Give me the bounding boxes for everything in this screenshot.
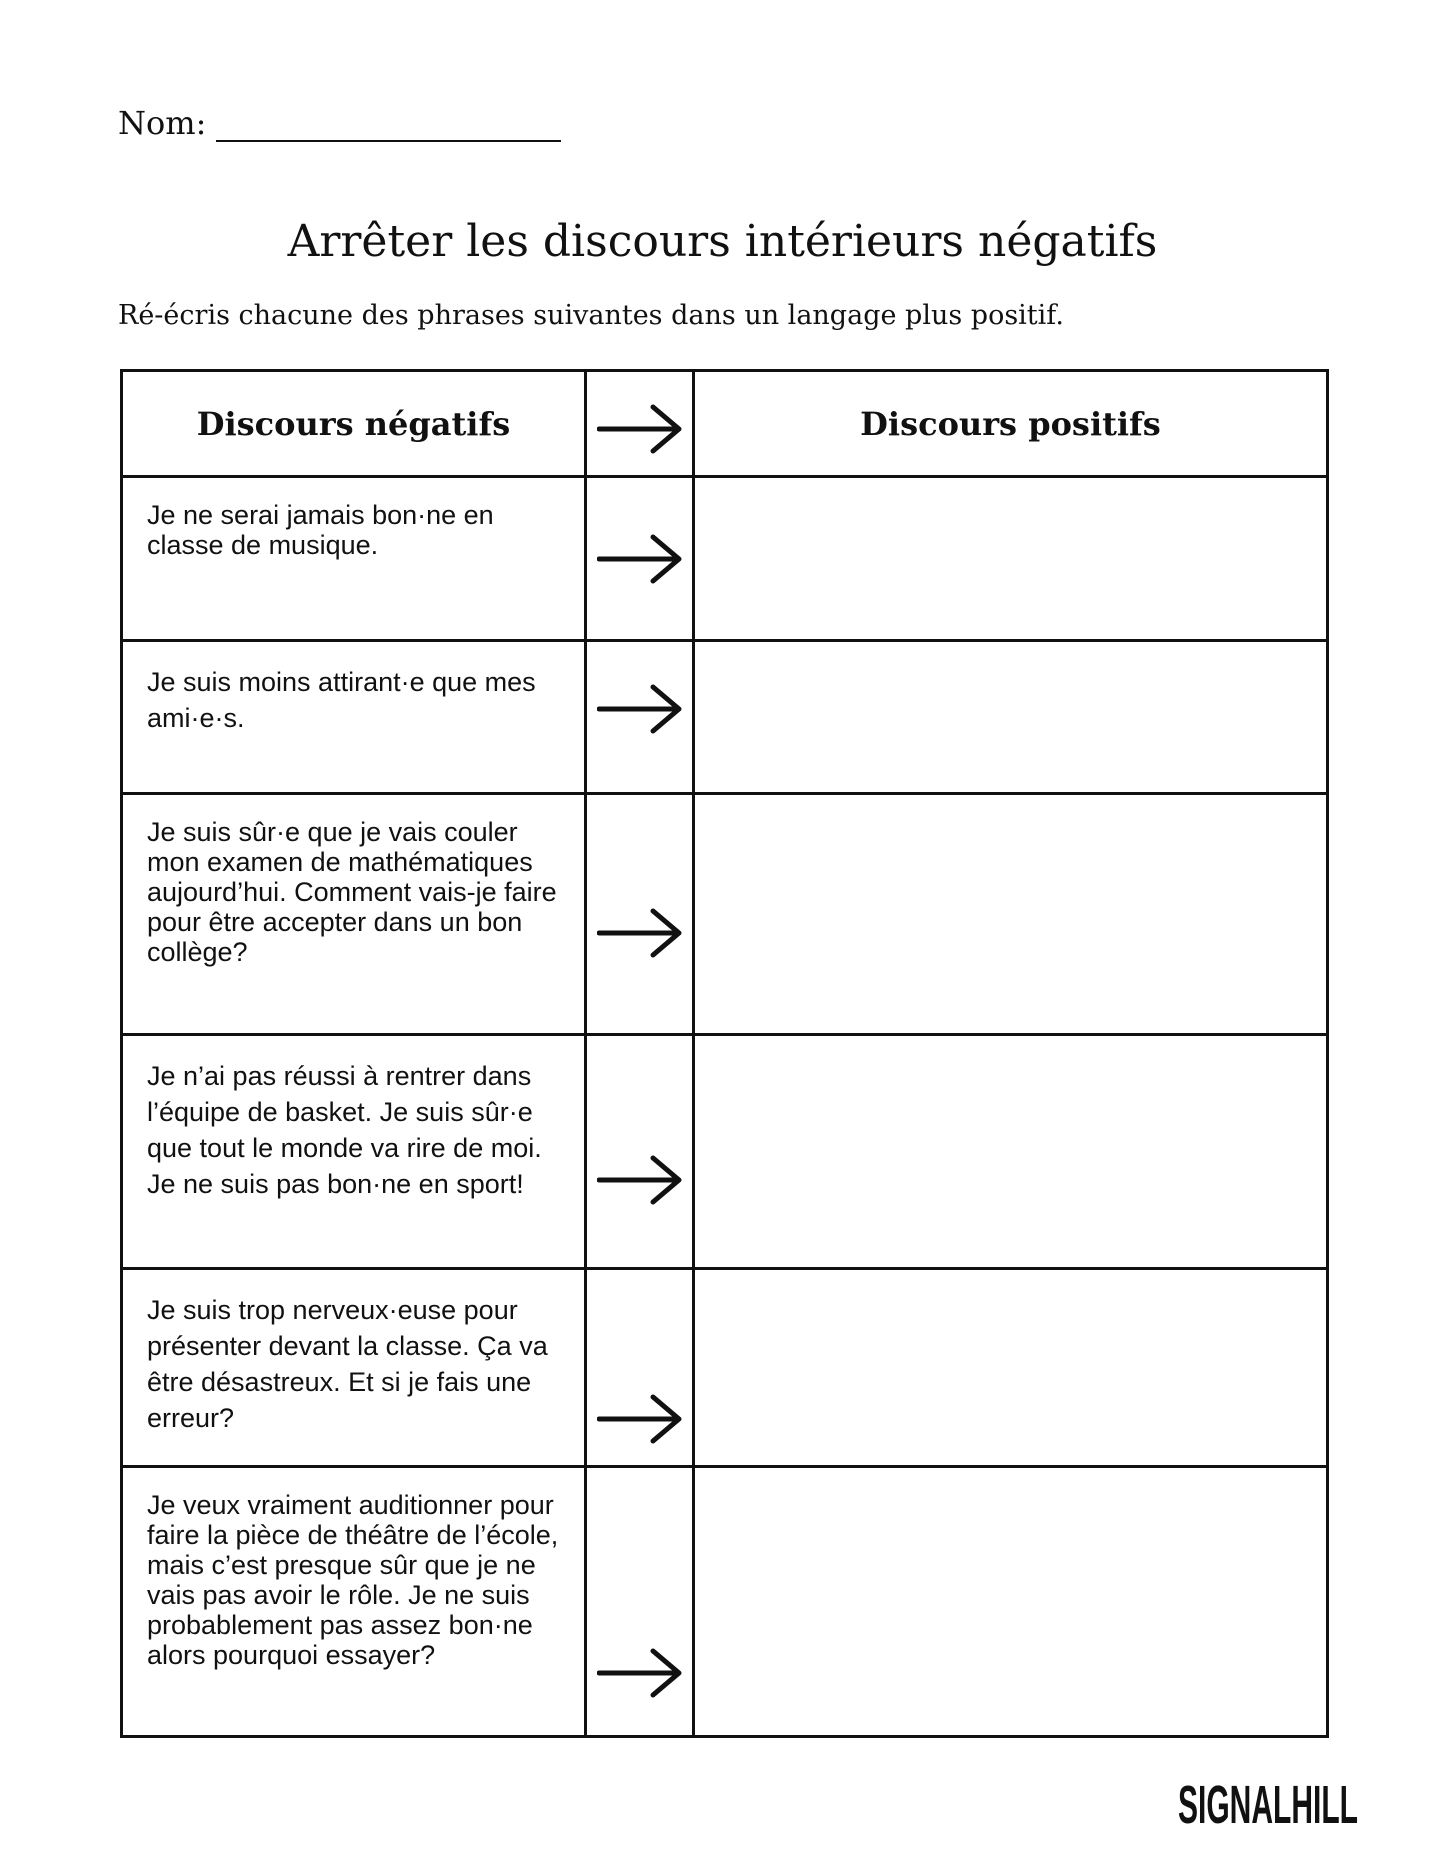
logo-text: SIGNALHILL: [1178, 1775, 1358, 1833]
positive-answer-field[interactable]: [694, 641, 1328, 794]
positive-answer-field[interactable]: [694, 477, 1328, 641]
arrow-right-icon: [597, 1155, 683, 1205]
table-row: [122, 1467, 1328, 1737]
name-field-line[interactable]: [216, 112, 561, 142]
arrow-right-icon: [597, 1394, 683, 1444]
page-title: Arrêter les discours intérieurs négatifs: [287, 216, 1158, 267]
signalhill-logo: [1178, 1773, 1358, 1833]
table-row: [122, 477, 1328, 641]
arrow-cell: [586, 794, 694, 1035]
arrow-cell: [586, 1035, 694, 1269]
table-header-row: [122, 371, 1328, 477]
arrow-cell: [586, 1467, 694, 1737]
header-positive: Discours positifs: [694, 371, 1328, 477]
negative-statement: Je n’ai pas réussi à rentrer dans l’équipe de basket. Je suis sûr·e que tout le monde va rire de moi. Je ne suis pas bon·ne en sport!: [122, 1035, 586, 1269]
arrow-cell: [586, 477, 694, 641]
name-row: [118, 104, 561, 142]
table-row: [122, 641, 1328, 794]
negative-statement: Je ne serai jamais bon·ne en classe de musique.: [122, 477, 586, 641]
arrow-right-icon: [597, 684, 683, 734]
positive-answer-field[interactable]: [694, 794, 1328, 1035]
table-row: [122, 1269, 1328, 1467]
arrow-right-icon: [597, 534, 683, 584]
negative-statement: Je suis moins attirant·e que mes ami·e·s.: [122, 641, 586, 794]
positive-answer-field[interactable]: [694, 1467, 1328, 1737]
negative-statement: Je veux vraiment auditionner pour faire la pièce de théâtre de l’école, mais c’est presque sûr que je ne vais pas avoir le rôle. Je ne suis probablement pas assez bon·ne alors pourquoi essayer?: [122, 1467, 586, 1737]
arrow-right-icon: [597, 404, 683, 454]
worksheet-table: [120, 369, 1329, 1738]
arrow-right-icon: [597, 908, 683, 958]
negative-statement: Je suis trop nerveux·euse pour présenter devant la classe. Ça va être désastreux. Et si je fais une erreur?: [122, 1269, 586, 1467]
header-arrow-cell: [586, 371, 694, 477]
header-negative: Discours négatifs: [122, 371, 586, 477]
negative-statement: Je suis sûr·e que je vais couler mon examen de mathématiques aujourd’hui. Comment vais-je faire pour être accepter dans un bon collège?: [122, 794, 586, 1035]
table-row: [122, 794, 1328, 1035]
positive-answer-field[interactable]: [694, 1035, 1328, 1269]
name-label: Nom:: [118, 104, 207, 142]
arrow-right-icon: [597, 1648, 683, 1698]
table-row: [122, 1035, 1328, 1269]
positive-answer-field[interactable]: [694, 1269, 1328, 1467]
instruction-text: Ré-écris chacune des phrases suivantes dans un langage plus positif.: [118, 300, 1064, 331]
arrow-cell: [586, 1269, 694, 1467]
arrow-cell: [586, 641, 694, 794]
